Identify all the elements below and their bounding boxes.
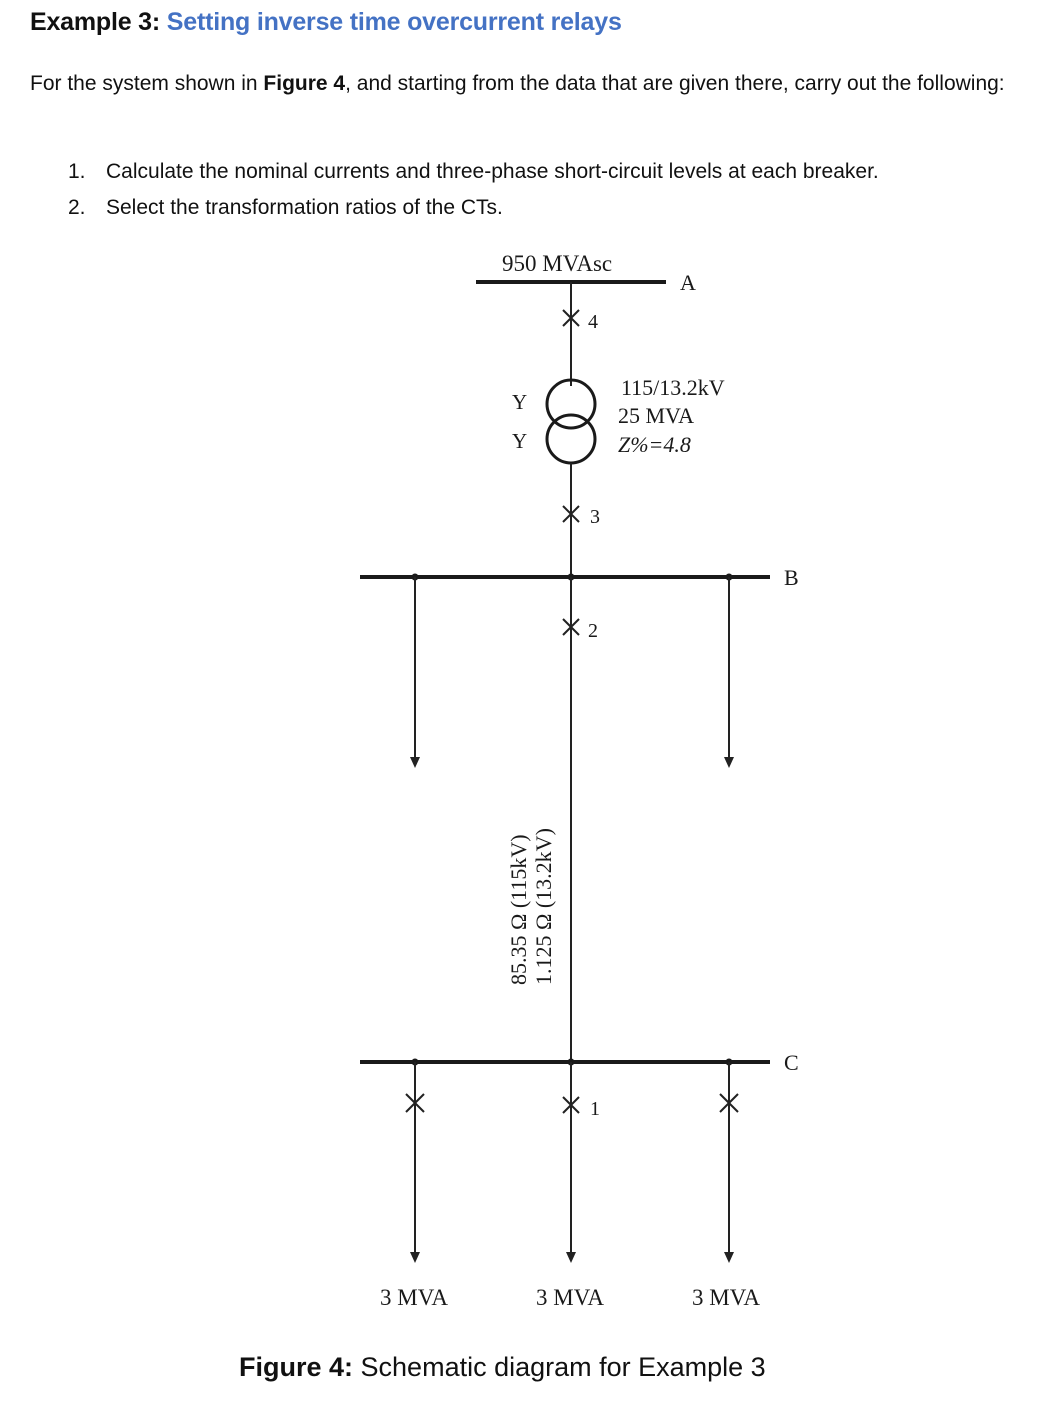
list-number: 1.: [68, 160, 86, 183]
intro-text-start: For the system shown in: [30, 72, 264, 95]
breaker-2-label: 2: [588, 620, 598, 642]
line-impedance-hv: 85.35 Ω (115kV): [506, 834, 531, 985]
winding-hv-label: Y: [512, 390, 528, 414]
winding-lv-label: Y: [512, 429, 528, 453]
transformer-secondary-coil: [547, 415, 595, 463]
bus-b-label: B: [784, 565, 799, 590]
bus-a-label: A: [680, 270, 696, 295]
transformer-ratio: 115/13.2kV: [621, 375, 725, 400]
figure-caption-text: Schematic diagram for Example 3: [360, 1352, 766, 1382]
breaker-1-label: 1: [590, 1098, 600, 1120]
example-title: Setting inverse time overcurrent relays: [166, 8, 622, 36]
arrow-down-icon: [724, 757, 734, 768]
intro-text-end: , and starting from the data that are given there, carry out the following:: [345, 72, 1005, 95]
line-impedance-lv: 1.125 Ω (13.2kV): [531, 828, 556, 985]
transformer-impedance: Z%=4.8: [618, 432, 691, 457]
list-number: 2.: [68, 196, 86, 219]
arrow-down-icon: [566, 1252, 576, 1263]
source-label: 950 MVAsc: [502, 251, 613, 276]
list-text: Select the transformation ratios of the CTs.: [106, 196, 503, 219]
transformer-rating: 25 MVA: [618, 403, 695, 428]
example-number: Example 3:: [30, 8, 161, 36]
load-middle-label: 3 MVA: [536, 1285, 604, 1310]
arrow-down-icon: [410, 757, 420, 768]
breaker-4-label: 4: [588, 311, 598, 333]
load-right-label: 3 MVA: [692, 1285, 760, 1310]
bus-c-label: C: [784, 1050, 799, 1075]
figure-reference: Figure 4: [263, 72, 346, 95]
figure-caption-label: Figure 4:: [239, 1352, 354, 1382]
arrow-down-icon: [724, 1252, 734, 1263]
arrow-down-icon: [410, 1252, 420, 1263]
list-text: Calculate the nominal currents and three-phase short-circuit levels at each breaker.: [106, 160, 879, 183]
load-left-label: 3 MVA: [380, 1285, 448, 1310]
figure-caption: [239, 1352, 766, 1383]
breaker-3-label: 3: [590, 506, 600, 528]
